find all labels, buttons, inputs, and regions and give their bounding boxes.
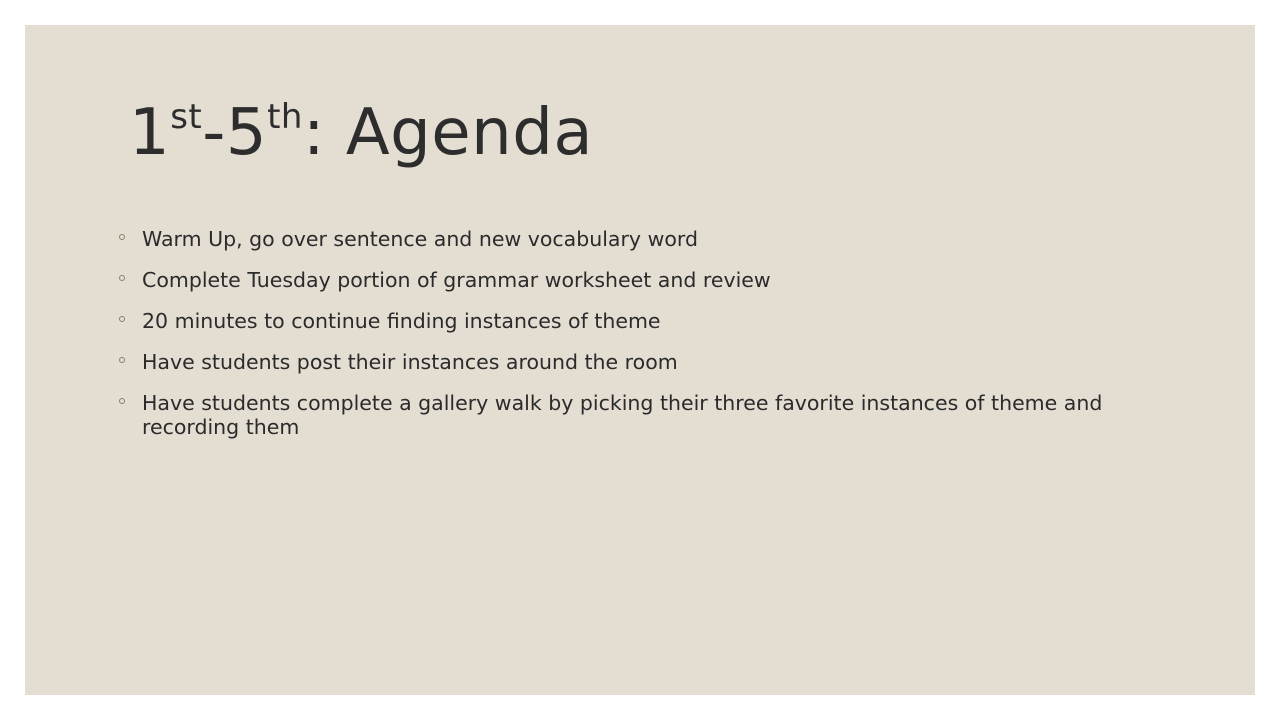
title-dash: - xyxy=(202,96,226,170)
agenda-item xyxy=(119,227,1119,251)
agenda-item-text: Warm Up, go over sentence and new vocabulary word xyxy=(142,227,698,251)
slide-title xyxy=(129,96,594,170)
hollow-circle-bullet-icon xyxy=(119,234,125,240)
agenda-item xyxy=(119,350,1119,374)
agenda-list xyxy=(119,227,1119,456)
hollow-circle-bullet-icon xyxy=(119,316,125,322)
title-number-second: 5 xyxy=(225,96,268,170)
title-number-first: 1 xyxy=(129,96,171,170)
slide xyxy=(25,25,1255,695)
agenda-item xyxy=(119,309,1119,333)
title-ordinal-second: th xyxy=(267,97,303,137)
agenda-item-text: Have students post their instances around the room xyxy=(142,350,678,374)
hollow-circle-bullet-icon xyxy=(119,275,125,281)
agenda-item xyxy=(119,268,1119,292)
title-ordinal-first: st xyxy=(170,97,203,137)
agenda-item xyxy=(119,391,1119,439)
hollow-circle-bullet-icon xyxy=(119,357,125,363)
agenda-item-text: Complete Tuesday portion of grammar worksheet and review xyxy=(142,268,771,292)
agenda-item-text: 20 minutes to continue finding instances of theme xyxy=(142,309,661,333)
hollow-circle-bullet-icon xyxy=(119,398,125,404)
agenda-item-text: Have students complete a gallery walk by picking their three favorite instances of theme and recording them xyxy=(142,391,1103,439)
title-text: : Agenda xyxy=(302,96,594,170)
